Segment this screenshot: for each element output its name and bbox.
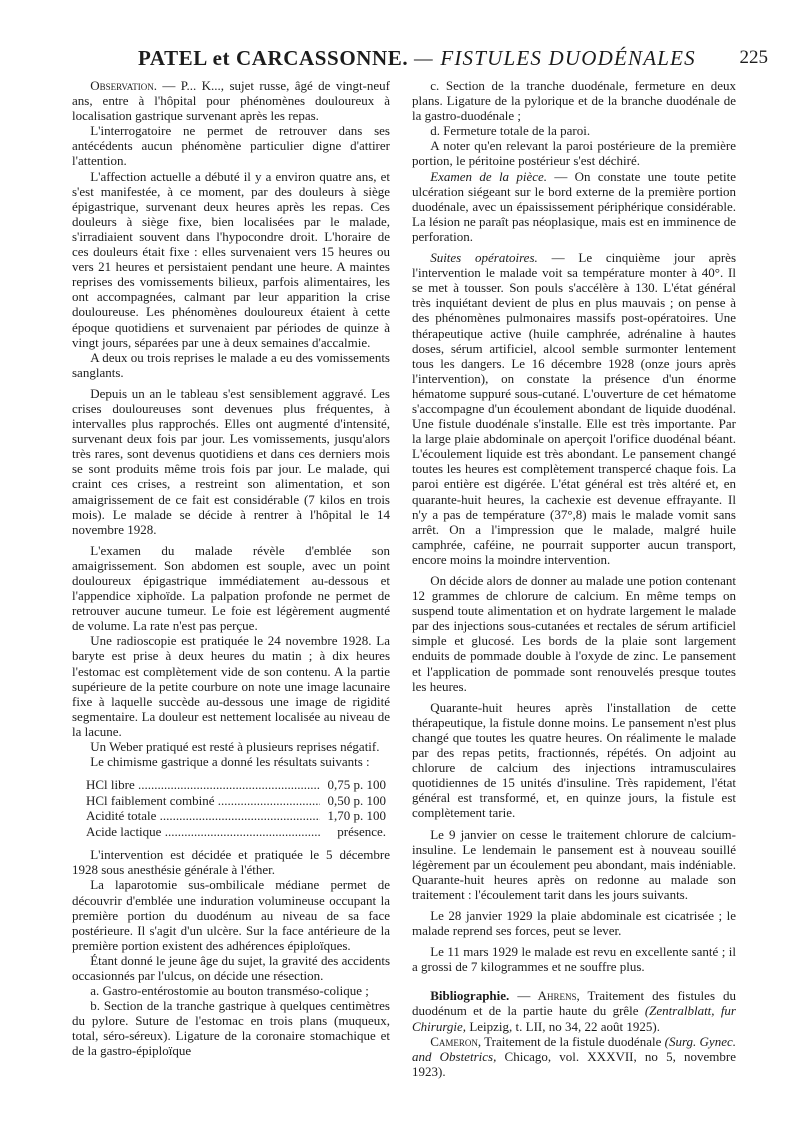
bibliography-details: Leipzig, t. LII, no 34, 22 août 1925).: [469, 1018, 660, 1034]
chemistry-label: HCl libre .....: [86, 777, 320, 792]
chemistry-row: [86, 793, 390, 809]
chemistry-row: [86, 777, 390, 793]
paragraph: L'interrogatoire ne permet de retrouver dans ses antécédents aucun phénomène particulier digne d'attirer l'attention.: [72, 123, 390, 169]
page-number: 225: [739, 47, 768, 68]
running-header: [118, 40, 768, 76]
paragraph: a. Gastro-entérostomie au bouton transméso-colique ;: [90, 983, 369, 999]
postoperative-label: Suites opératoires.: [430, 250, 538, 266]
bibliography-journal: (Surg. Gynec. and Obstetrics,: [412, 1033, 736, 1064]
postoperative-text: — Le cinquième jour après l'intervention le malade voit sa température monter à 40°. Il se met à tousser. Son pouls s'accélère à 130. L'état général très inquiétant devient de plus en plus mauvais ; on pense à des phénomènes pulmonaires massifs post-opératoires. Une thérapeutique active (huile camphrée, adrénaline à hautes doses, sérum artificiel, alcool semble surmonter lentement tous les dangers. Le 16 décembre 1928 (onze jours après l'intervention), on constate la présence d'un énorme hématome suppuré sous-cutané. L'ouverture de cet hématome s'accompagne d'un écoulement abondant de liquide duodénal. Une fistule duodénale s'installe. Elle est très importante. Par la large plaie abdominale on aperçoit l'orifice duodénal béant. L'écoulement liquide est très abondant. Le pansement changé toutes les heures est complètement transpercé chaque fois. La paroi entière est digérée. L'état général est très altéré et, en quarante-huit heures, la cachexie est devenue effrayante. Il n'y a pas de température (37°,8) mais le malade vomit sans arrêt. On a l'impression que le malade, malgré huile camphrée, caféine, ne pourrait supporter aucun transport, encore moins la moindre intervention.: [412, 250, 737, 567]
paragraph: L'examen du malade révèle d'emblée son amaigrissement. Son abdomen est souple, avec un point douloureux épigastrique immédiatement au-dessous et l'appendice xiphoïde. La palpation profonde ne permet de retrouver aucune tumeur. Le foie est légèrement augmenté de volume. La rate n'est pas perçue.: [72, 542, 390, 634]
bibliography-author: — Ahrens,: [517, 988, 580, 1004]
paragraph: Depuis un an le tableau s'est sensiblement aggravé. Les crises douloureuses sont devenues plus fréquentes, à intervalles plus rapprochés. Elles ont augmenté d'intensité, survenant deux fois par jour. Les vomissements, jusqu'alors très rares, sont devenus quotidiens et dans ces derniers mois se sont produits même trois fois par jour. Le malade, qui craint ces crises, a restreint son alimentation, et son amaigrissement de ce fait est considérable (7 kilos en trois mois). Le malade se décide à rentrer à l'hôpital le 14 novembre 1928.: [72, 385, 390, 537]
bibliography-entry: [412, 1034, 736, 1079]
header-authors: PATEL et CARCASSONNE.: [138, 46, 409, 70]
chemistry-value: 0,50 p. 100: [327, 792, 386, 808]
chemistry-label: Acide lactique .....: [86, 824, 320, 839]
right-column: [412, 78, 736, 1079]
chemistry-label: HCl faiblement combiné .....: [86, 793, 320, 808]
bibliography: [412, 988, 736, 1079]
header-title: — FISTULES DUODÉNALES: [414, 46, 696, 70]
paragraph: Étant donné le jeune âge du sujet, la gravité des accidents occasionnés par l'ulcus, on décide une résection.: [72, 952, 390, 983]
bibliography-author: Cameron,: [430, 1033, 482, 1049]
paragraph: c. Section de la tranche duodénale, fermeture en deux plans. Ligature de la pylorique et de la branche duodénale de la gastro-duodénale ;: [412, 78, 736, 124]
bibliography-text: Traitement de la fistule duodénale: [484, 1033, 662, 1049]
left-column: [72, 78, 390, 1059]
bibliography-label: Bibliographie.: [430, 988, 510, 1004]
paragraph: Le chimisme gastrique a donné les résultats suivants :: [90, 754, 370, 770]
chemistry-row: [86, 808, 390, 824]
gastric-chemistry-table: [86, 777, 390, 839]
chemistry-value: 1,70 p. 100: [327, 808, 386, 824]
paragraph: A noter qu'en relevant la paroi postérieure de la première portion, le péritoine postérieur s'est déchiré.: [412, 138, 736, 169]
bibliography-details: Chicago, vol. XXXVII, no 5, novembre 1923).: [412, 1048, 736, 1079]
paragraph: Le 9 janvier on cesse le traitement chlorure de calcium-insuline. Le lendemain le pansement est à nouveau souillé légèrement par un écoulement peu abondant, mais indéniable. Quarante-huit heures après on redonne au malade son traitement : l'écoulement tarit dans les jours suivants.: [412, 826, 736, 902]
piece-exam-text: — On constate une toute petite ulcération siégeant sur le bord externe de la première portion duodénale, avec un épaississement périphérique considérable. La lésion ne paraît pas néoplasique, mais est en imminence de perforation.: [412, 168, 736, 244]
chemistry-row: [86, 824, 390, 840]
paragraph: Le 11 mars 1929 le malade est revu en excellente santé ; il a grossi de 7 kilogrammes et ne souffre plus.: [412, 944, 736, 975]
paragraph: L'affection actuelle a débuté il y a environ quatre ans, et s'est manifestée, à ce moment, par des douleurs à siège épigastrique, survenant deux heures après les repas. Ces douleurs à siège fixe, bien localisées par le malade, s'irradiaient souvent dans l'hypocondre droit. L'horaire de ces douleurs était fixe : elles survenaient vers 15 heures ou vers 21 heures et persistaient pendant une heure. A maintes reprises des vomissements bilieux, parfois alimentaires, les ont accompagnées, calmant par leur apparition la crise douloureuse. Les phénomènes douloureux étaient à cette époque quotidiens et survenaient par périodes de quinze à vingt jours, séparées par une à deux semaines d'accalmie.: [72, 168, 390, 350]
chemistry-value: présence.: [337, 823, 386, 839]
paragraph: La laparotomie sus-ombilicale médiane permet de découvrir d'emblée une induration volumineuse occupant la première portion du duodénum au niveau de sa face postérieure. Il s'agit d'un ulcère. Sur la face antérieure de la première portion existent des adhérences épiploïques.: [72, 877, 390, 953]
paragraph: On décide alors de donner au malade une potion contenant 12 grammes de chlorure de calcium. En même temps on suspend toute alimentation et on hydrate largement le malade par des injections sous-cutanées et rectales de sérum artificiel simple et glucosé. Les bords de la plaie sont largement enduits de pommade double à l'oxyde de zinc. Le pansement et l'application de pommade sont renouvelés presque toutes les heures.: [412, 573, 736, 694]
chemistry-value: 0,75 p. 100: [327, 777, 386, 793]
observation-label: Observation.: [90, 78, 157, 93]
bibliography-entry: [412, 988, 736, 1033]
paragraph: Un Weber pratiqué est resté à plusieurs reprises négatif.: [90, 739, 380, 755]
chemistry-label: Acidité totale .....: [86, 808, 320, 823]
paragraph: Quarante-huit heures après l'installation de cette thérapeutique, la fistule donne moins. Le pansement n'est plus changé que toutes les quatre heures. On réalimente le malade par des repas petits, fractionnés, répétés. On adjoint au chlorure de calcium des injections intramusculaires quotidiennes de 15 unités d'insuline. Très rapidement, l'état général est transformé, et, en quinze jours, la fistule est complètement tarie.: [412, 699, 736, 821]
postoperative-paragraph: [412, 250, 736, 567]
paragraph: A deux ou trois reprises le malade a eu des vomissements sanglants.: [72, 349, 390, 380]
bibliography-journal: (Zentralblatt, fur Chirurgie,: [412, 1003, 736, 1034]
piece-exam-label: Examen de la pièce.: [430, 168, 548, 184]
piece-exam-paragraph: [412, 169, 736, 244]
paragraph: Le 28 janvier 1929 la plaie abdominale est cicatrisée ; le malade reprend ses forces, peut se lever.: [412, 907, 736, 939]
observation-text: — P... K..., sujet russe, âgé de vingt-neuf ans, entre à l'hôpital pour phénomènes douloureux à localisation gastrique survenant après les repas.: [72, 78, 390, 124]
paragraph: Une radioscopie est pratiquée le 24 novembre 1928. La baryte est prise à deux heures du matin ; à dix heures l'estomac est complètement vide de son contenu. A la partie supérieure de la petite courbure on note une image lacunaire fixe à laquelle succède au-dessous une image de rigidité segmentaire. La douleur est nettement localisée au niveau de la lacune.: [72, 633, 390, 739]
paragraph: L'intervention est décidée et pratiquée le 5 décembre 1928 sous anesthésie générale à l'éther.: [72, 847, 390, 878]
paragraph: d. Fermeture totale de la paroi.: [430, 123, 591, 139]
paragraph: b. Section de la tranche gastrique à quelques centimètres du pylore. Suture de l'estomac en trois plans (muqueux, total, séro-séreux). Ligature de la coronaire stomachique et de la gastro-épiploïque: [72, 998, 390, 1059]
observation-paragraph: [72, 78, 390, 123]
bibliography-text: Traitement des fistules du duodénum et de la partie haute du grêle: [412, 988, 737, 1019]
